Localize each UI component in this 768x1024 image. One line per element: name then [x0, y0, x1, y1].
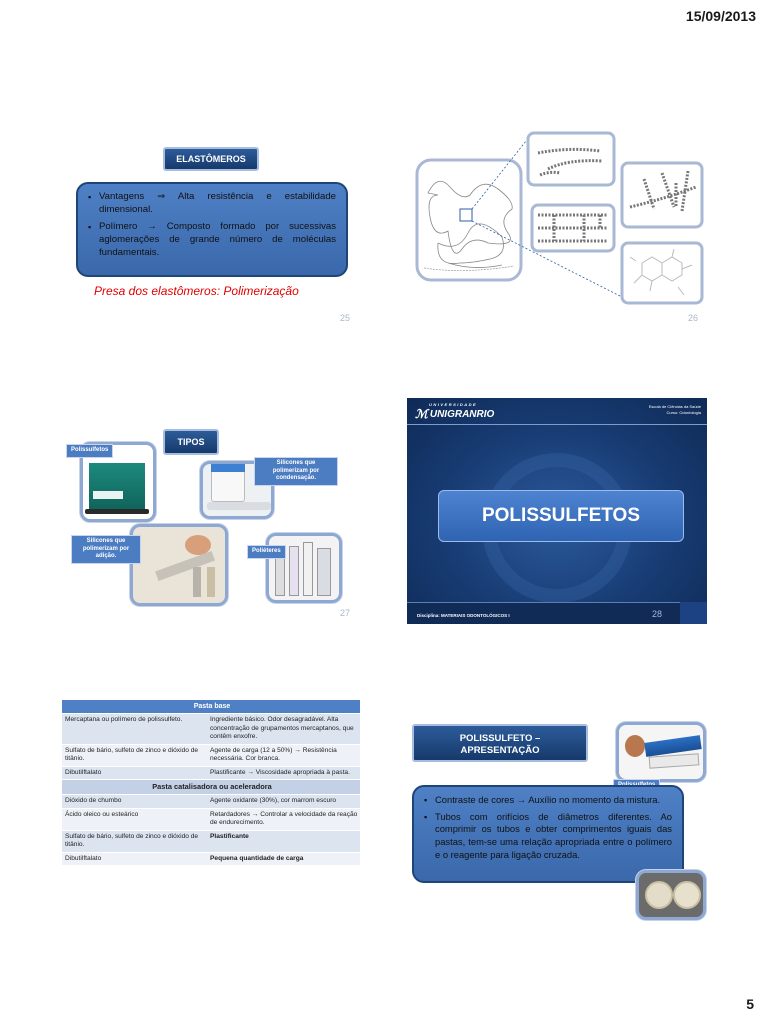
table-row [62, 795, 360, 809]
slide-title: POLISSULFETOS [481, 505, 640, 526]
table-row [62, 852, 360, 866]
table-cell: Sulfato de bário, sulfeto de zinco e dióxido de titânio. [62, 830, 207, 852]
table-row [62, 744, 360, 766]
table-section-header: Pasta base [62, 700, 360, 714]
table-cell: Sulfato de bário, sulfeto de zinco e dióxido de titânio. [62, 744, 207, 766]
bullet-item: ▪ Contraste de cores → Auxílio no momento da mistura. [424, 794, 672, 807]
slide-27 [60, 398, 360, 624]
slide-title-banner [412, 724, 588, 762]
slide-29 [60, 700, 360, 926]
school-info: Escola de Ciências da Saúde Curso: Odontologia [648, 404, 701, 415]
addition-silicone-tag: Silicones que polimerizam por adição. [71, 535, 141, 564]
table-row [62, 808, 360, 830]
banner-label: TIPOS [177, 437, 205, 447]
table-cell: Dibutilftalato [62, 852, 207, 866]
branched-chains-panel [622, 163, 702, 227]
table-cell: Dibutilftalato [62, 766, 207, 780]
table-cell: Ingrediente básico. Odor desagradável. Alta concentração de grupamentos mercaptanos, que contêm enxofre. [207, 714, 360, 745]
discipline-text: Disciplina: MATERIAIS ODONTOLÓGICOS I [417, 613, 510, 618]
linear-chains-panel [528, 133, 614, 185]
slide-26 [408, 103, 708, 329]
logo-small-text: UNIVERSIDADE [429, 402, 478, 407]
table-cell: Ácido oleico ou esteárico [62, 808, 207, 830]
slide-title-banner [163, 429, 219, 455]
slide-title-banner [163, 147, 259, 171]
table-row [62, 714, 360, 745]
logo-swoosh-icon: ℳ [415, 407, 428, 421]
table-cell: Dióxido de chumbo [62, 795, 207, 809]
slide-number: 25 [339, 313, 350, 323]
banner-line: POLISSULFETO – [459, 733, 541, 744]
condensation-silicone-tag: Silicones que polimerizam por condensação. [254, 457, 338, 486]
polysulfide-tag: Polissulfetos [66, 444, 113, 458]
table-cell: Plastificante [207, 830, 360, 852]
tangled-polymer-panel [417, 160, 521, 280]
table-row [62, 830, 360, 852]
bullet-item: ▪ Polímero → Composto formado por sucessivas aglomerações de grande número de moléculas fundamentais. [88, 221, 336, 260]
polyether-photo [266, 533, 342, 603]
content-box [76, 182, 348, 277]
table-section-header: Pasta catalisadora ou aceleradora [62, 780, 360, 795]
polyether-tag: Poliéteres [247, 545, 286, 559]
footer-accent [680, 602, 707, 624]
table-cell: Agente oxidante (30%), cor marrom escuro [207, 795, 360, 809]
caption: Presa dos elastômeros: Polimerização [94, 284, 299, 298]
content-box [412, 785, 684, 883]
addition-silicone-photo [130, 524, 228, 606]
slide-number: 27 [339, 608, 350, 618]
slide-25 [60, 103, 360, 329]
bullet-item: ▪ Tubos com orifícios de diâmetros diferentes. Ao comprimir os tubos e obter comprimentos iguais das pastas, tem-se uma relação apropriada entre o polímero e o reagente para ligação cruzada. [424, 811, 672, 862]
slide-number: 26 [687, 313, 698, 323]
table-cell: Agente de carga (12 a 50%) → Resistência necessária. Cor branca. [207, 744, 360, 766]
table-cell: Pequena quantidade de carga [207, 852, 360, 866]
table-cell: Retardadores → Controlar a velocidade da reação de endurecimento. [207, 808, 360, 830]
polymer-diagram [408, 103, 708, 329]
title-box [438, 490, 684, 542]
banner-label: ELASTÔMEROS [176, 154, 246, 164]
logo-text: UNIGRANRIO [429, 408, 495, 420]
banner-line: APRESENTAÇÃO [460, 744, 540, 756]
table-row [62, 766, 360, 780]
slide-30 [408, 700, 708, 926]
page-number: 5 [746, 996, 754, 1012]
table-cell: Plastificante → Viscosidade apropriada à pasta. [207, 766, 360, 780]
slide-28 [407, 398, 707, 624]
bullet-item: ▪ Vantagens ⇒ Alta resistência e estabilidade dimensional. [88, 191, 336, 217]
mixing-pastes-photo [636, 870, 706, 920]
composition-table [62, 700, 360, 866]
polysulfide-tubes-photo [616, 722, 706, 782]
table-cell: Mercaptana ou polímero de polissulfeto. [62, 714, 207, 745]
slide-number: 28 [652, 609, 663, 619]
page-date: 15/09/2013 [685, 8, 756, 24]
